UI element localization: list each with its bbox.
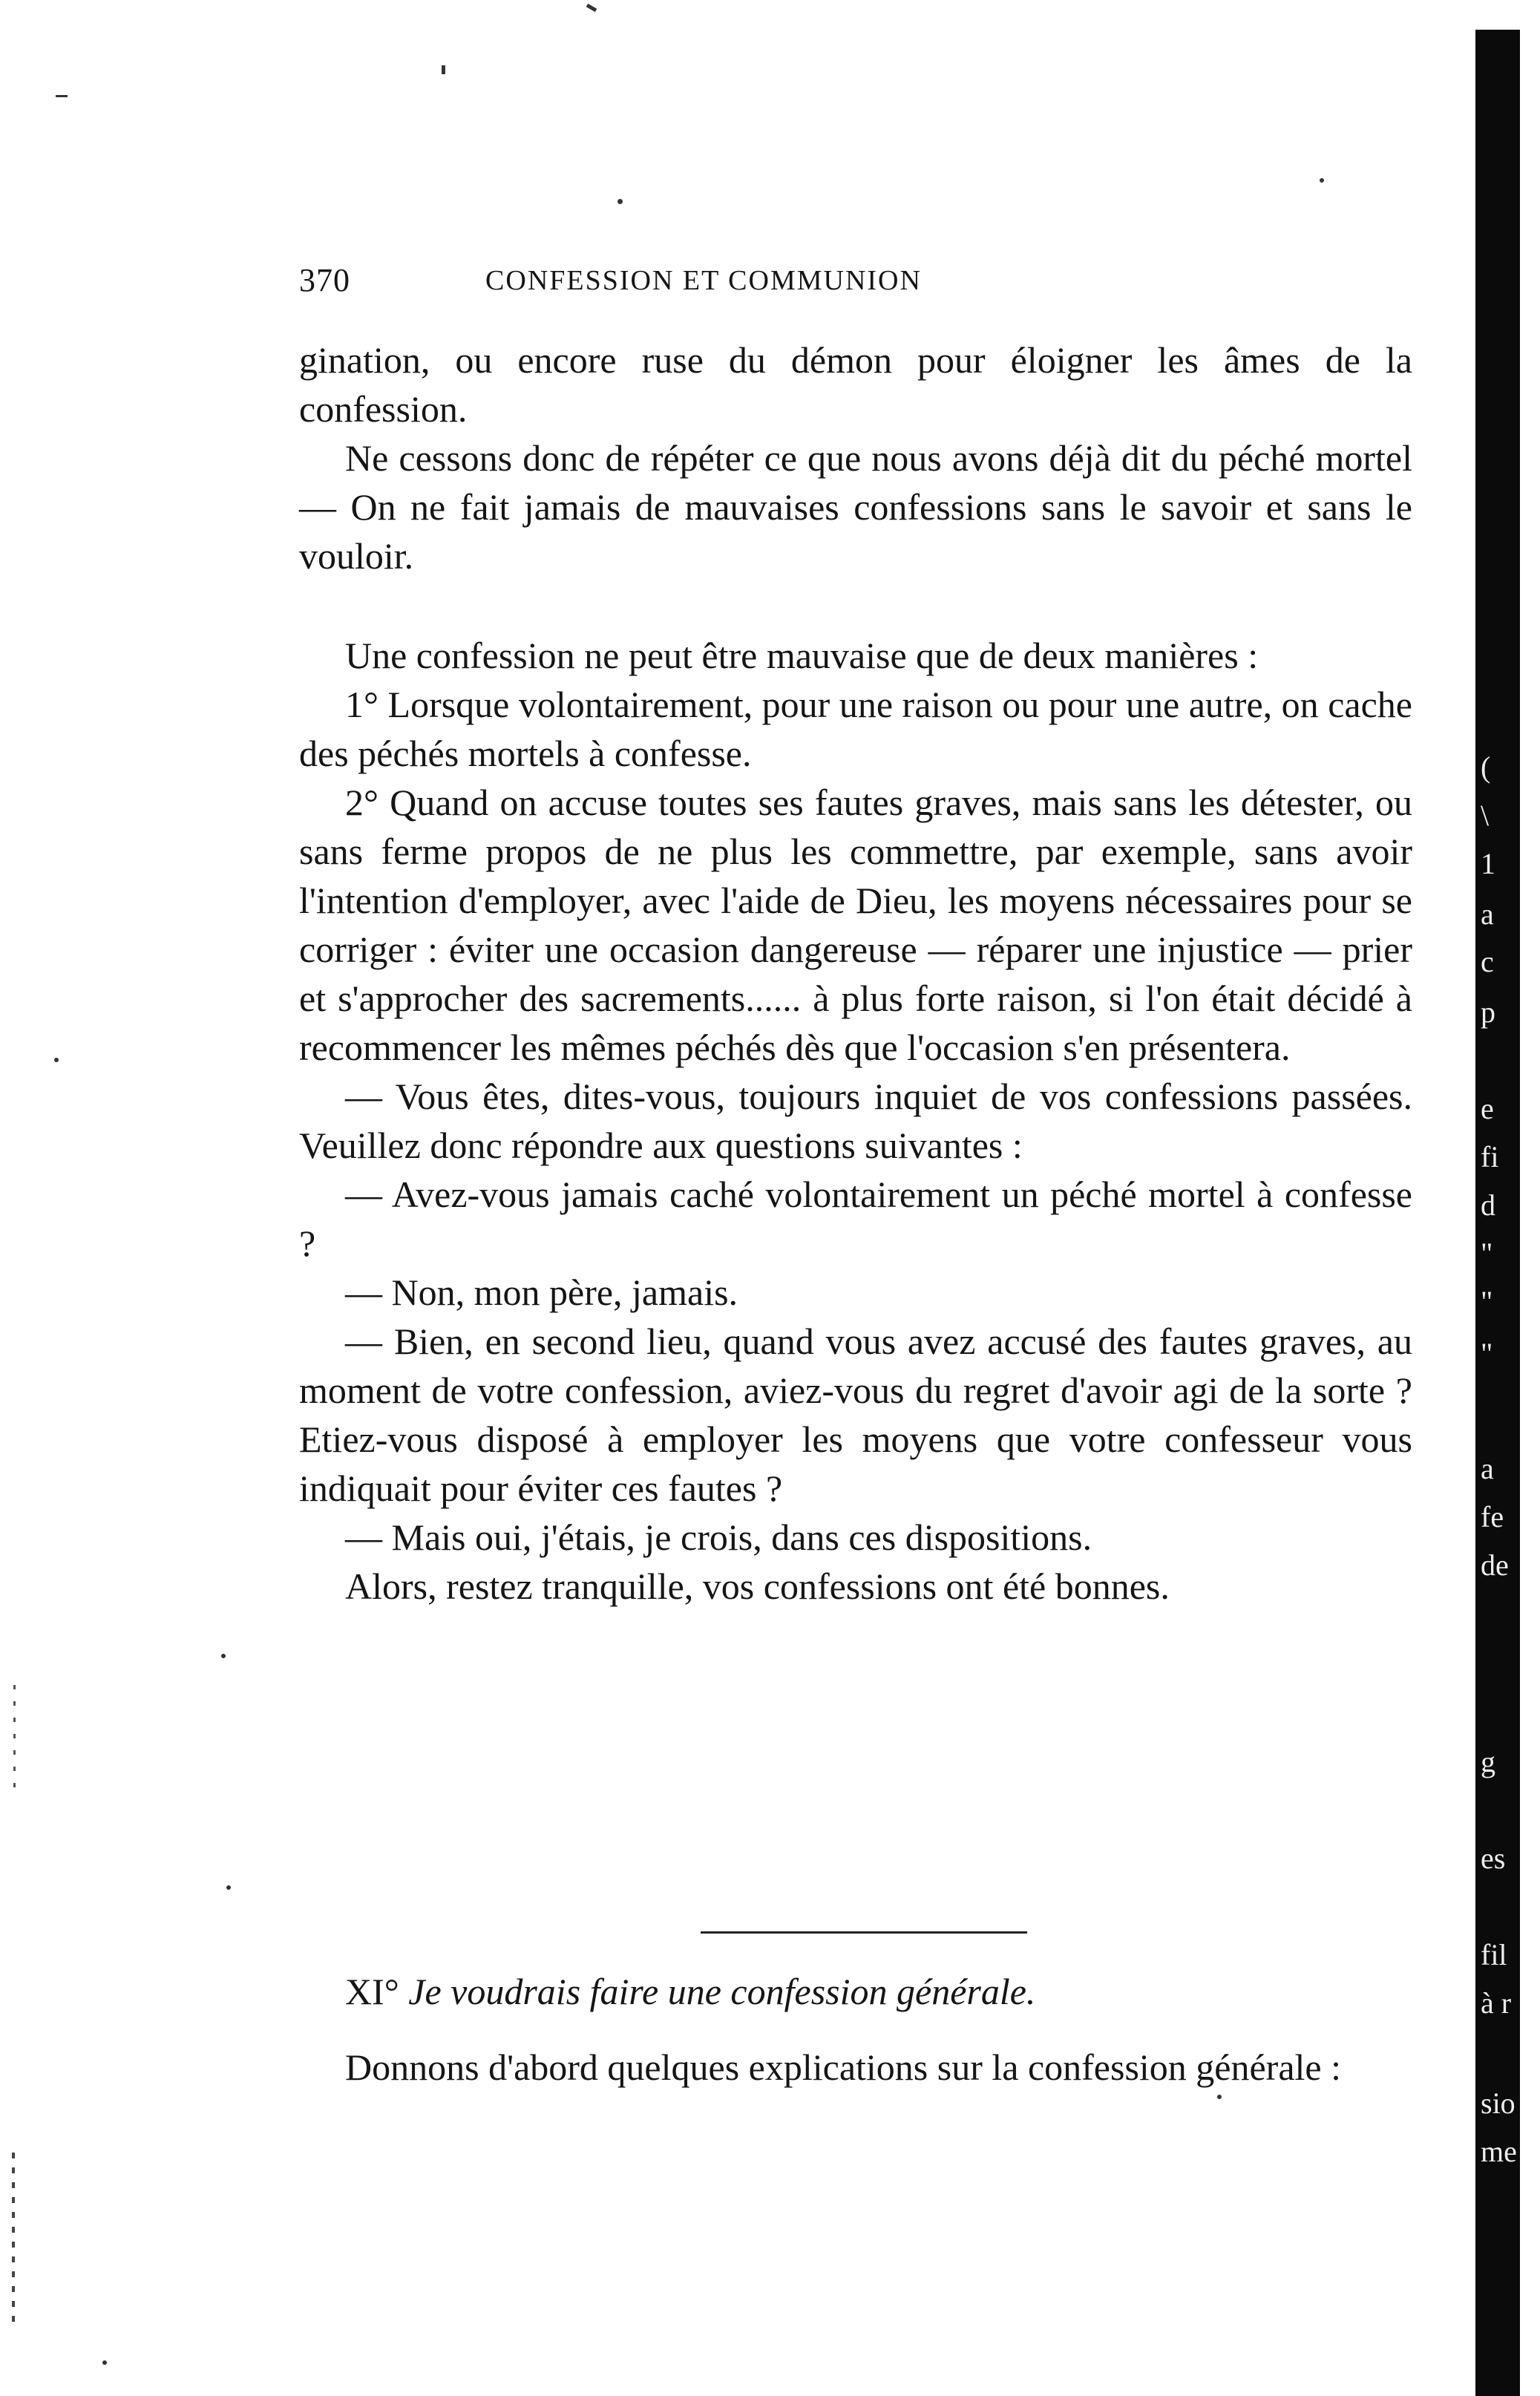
- margin-fragment: g: [1481, 1745, 1495, 1778]
- paragraph-gap: [299, 580, 1412, 631]
- closing-paragraph: Donnons d'abord quelques explications sur la confession générale :: [345, 2046, 1341, 2088]
- margin-fragment: de: [1481, 1548, 1509, 1582]
- paragraph-6: — Vous êtes, dites-vous, toujours inquiet de vos confessions passées. Veuillez donc répondre aux questions suivantes :: [299, 1076, 1412, 1166]
- scan-speck: [13, 1685, 16, 1789]
- section-title: Je voudrais faire une confession générale.: [408, 1971, 1036, 2012]
- margin-fragment: c: [1481, 945, 1494, 978]
- page-number: 370: [299, 262, 350, 298]
- margin-fragment: fi: [1481, 1140, 1499, 1174]
- margin-fragment: e: [1481, 1092, 1494, 1125]
- margin-fragment: (: [1481, 750, 1491, 784]
- scan-speck: [442, 65, 445, 74]
- paragraph-10: — Mais oui, j'étais, je crois, dans ces dispositions.: [345, 1516, 1092, 1558]
- margin-fragment: 1: [1481, 847, 1495, 880]
- page-header: [299, 261, 1108, 306]
- section-number: XI°: [345, 1971, 399, 2012]
- margin-fragment: fil: [1481, 1938, 1507, 1971]
- paragraph-3: Une confession ne peut être mauvaise que de deux manières :: [345, 635, 1259, 676]
- margin-fragment: ": [1481, 1285, 1493, 1318]
- paragraph-4: 1° Lorsque volontairement, pour une raison ou pour une autre, on cache des péchés mortels à confesse.: [299, 684, 1412, 774]
- paragraph-11: Alors, restez tranquille, vos confessions ont été bonnes.: [345, 1565, 1170, 1607]
- paragraph-7: — Avez-vous jamais caché volontairement un péché mortel à confesse ?: [299, 1174, 1412, 1264]
- body-text: [299, 335, 1412, 1611]
- section-divider: [701, 1931, 1027, 1934]
- scan-speck: [56, 95, 68, 97]
- scan-speck: [102, 2360, 107, 2365]
- margin-fragment: me: [1481, 2135, 1517, 2168]
- margin-fragment: es: [1481, 1842, 1506, 1875]
- scan-speck: [617, 199, 623, 204]
- paragraph-1: gination, ou encore ruse du démon pour éloigner les âmes de la confession.: [299, 339, 1412, 430]
- margin-fragment: d: [1481, 1188, 1495, 1222]
- paragraph-2: Ne cessons donc de répéter ce que nous avons déjà dit du péché mortel — On ne fait jamais de mauvaises confessions sans le savoir et sans le vouloir.: [299, 437, 1412, 577]
- scan-speck: [1217, 2095, 1222, 2099]
- scan-speck: [221, 1654, 226, 1658]
- margin-fragment: a: [1481, 897, 1494, 931]
- scan-speck: [12, 2153, 15, 2323]
- paragraph-8: — Non, mon père, jamais.: [345, 1271, 738, 1313]
- paragraph-5: 2° Quand on accuse toutes ses fautes graves, mais sans les détester, ou sans ferme propos de ne plus les commettre, par exemple, sans avoir l'intention d'employer, avec l'aide de Dieu, les moyens nécessaires pour se corriger : éviter une occasion dangereuse — réparer une injustice — prier et s'approcher des sacrements...... à plus forte raison, si l'on était décidé à recommencer les mêmes péchés dès que l'occasion s'en présentera.: [299, 782, 1412, 1068]
- margin-fragment: p: [1481, 995, 1495, 1029]
- margin-fragment: ": [1481, 1337, 1493, 1370]
- paragraph-9: — Bien, en second lieu, quand vous avez accusé des fautes graves, au moment de votre confession, aviez-vous du regret d'avoir agi de la sorte ? Etiez-vous disposé à employer les moyens que votre confesseur vous indiquait pour éviter ces fautes ?: [299, 1320, 1412, 1509]
- margin-fragment: à r: [1481, 1986, 1512, 2020]
- margin-fragment: sio: [1481, 2086, 1516, 2120]
- margin-fragment: ": [1481, 1237, 1493, 1270]
- running-title: CONFESSION ET COMMUNION: [485, 265, 922, 296]
- adjacent-page-edge: [1481, 0, 1540, 2396]
- closing-text: [299, 2043, 1412, 2092]
- scan-speck: [54, 1058, 59, 1062]
- scan-speck: [226, 1885, 231, 1890]
- section-heading: [345, 1967, 1414, 2016]
- margin-fragment: \: [1481, 799, 1490, 832]
- scan-speck: [1320, 178, 1324, 183]
- margin-fragment: fe: [1481, 1500, 1504, 1533]
- margin-fragment: a: [1481, 1452, 1494, 1485]
- scan-speck: [586, 4, 597, 12]
